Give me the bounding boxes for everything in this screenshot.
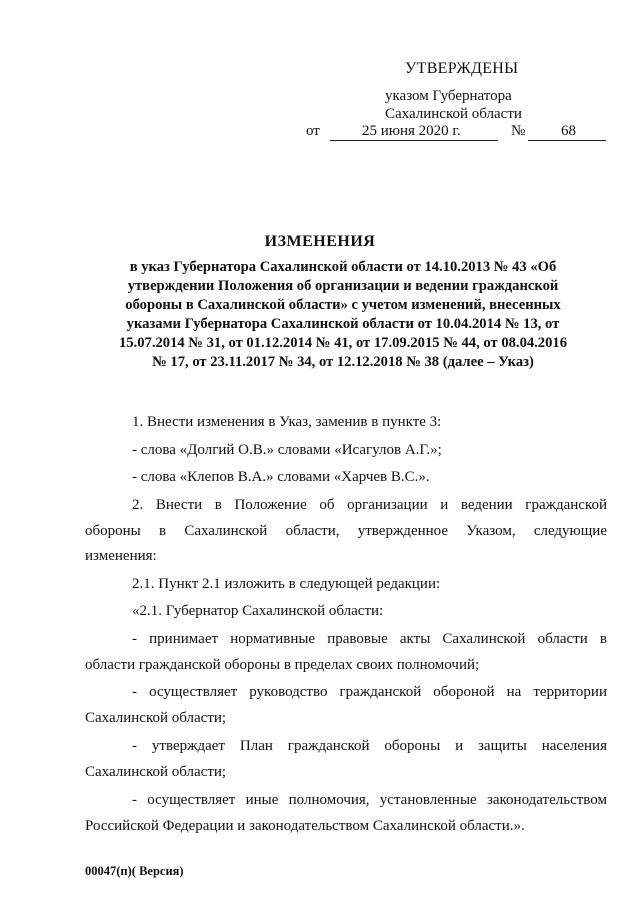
approved-heading: УТВЕРЖДЕНЫ	[405, 60, 519, 77]
item-3-line-2: Сахалинской области;	[85, 764, 227, 780]
decree-date-row	[306, 123, 606, 143]
subtitle-line: указами Губернатора Сахалинской области от 10.04.2014 № 13, от	[126, 316, 560, 332]
approved-by-decree: указом Губернатора	[385, 88, 512, 104]
decree-number: 68	[561, 123, 576, 139]
paragraph-1: 1. Внести изменения в Указ, заменив в пункте 3:	[132, 414, 442, 430]
paragraph-2-line-2: обороны в Сахалинской области, утвержденное Указом, следующие	[85, 523, 607, 539]
document-footer-code: 00047(п)( Версия)	[85, 864, 184, 878]
approved-by-region: Сахалинской области	[385, 106, 522, 122]
date-underline	[330, 140, 498, 141]
subtitle-line: обороны в Сахалинской области» с учетом изменений, внесенных	[125, 297, 561, 313]
from-label: от	[306, 123, 320, 139]
paragraph-2-1-quote: «2.1. Губернатор Сахалинской области:	[132, 603, 384, 619]
paragraph-1-item-b: - слова «Клепов В.А.» словами «Харчев В.С.».	[132, 469, 430, 485]
paragraph-2-line-3: изменения:	[85, 548, 157, 564]
document-subtitle	[108, 258, 578, 372]
paragraph-1-item-a: - слова «Долгий О.В.» словами «Исагулов А.Г.»;	[132, 442, 442, 458]
subtitle-line: утверждении Положения об организации и ведении гражданской	[127, 278, 559, 294]
paragraph-2-1: 2.1. Пункт 2.1 изложить в следующей редакции:	[132, 576, 441, 592]
item-1-line-1: - принимает нормативные правовые акты Сахалинской области в	[132, 631, 607, 647]
item-2-line-1: - осуществляет руководство гражданской обороной на территории	[132, 684, 607, 700]
item-3-line-1: - утверждает План гражданской обороны и защиты населения	[132, 738, 607, 754]
item-1-line-2: области гражданской обороны в пределах своих полномочий;	[85, 657, 480, 673]
subtitle-line: № 17, от 23.11.2017 № 34, от 12.12.2018 № 38 (далее – Указ)	[152, 354, 534, 370]
item-4-line-2: Российской Федерации и законодательством Сахалинской области.».	[85, 818, 525, 834]
paragraph-2-line-1: 2. Внести в Положение об организации и ведении гражданской	[132, 497, 607, 513]
item-4-line-1: - осуществляет иные полномочия, установленные законодательством	[132, 792, 607, 808]
subtitle-line: в указ Губернатора Сахалинской области от 14.10.2013 № 43 «Об	[129, 259, 557, 275]
subtitle-line: 15.07.2014 № 31, от 01.12.2014 № 41, от 17.09.2015 № 44, от 08.04.2016	[118, 335, 567, 351]
item-2-line-2: Сахалинской области;	[85, 710, 227, 726]
decree-date: 25 июня 2020 г.	[362, 123, 461, 139]
number-underline	[528, 140, 606, 141]
document-title: ИЗМЕНЕНИЯ	[264, 233, 376, 250]
number-label: №	[511, 123, 526, 139]
